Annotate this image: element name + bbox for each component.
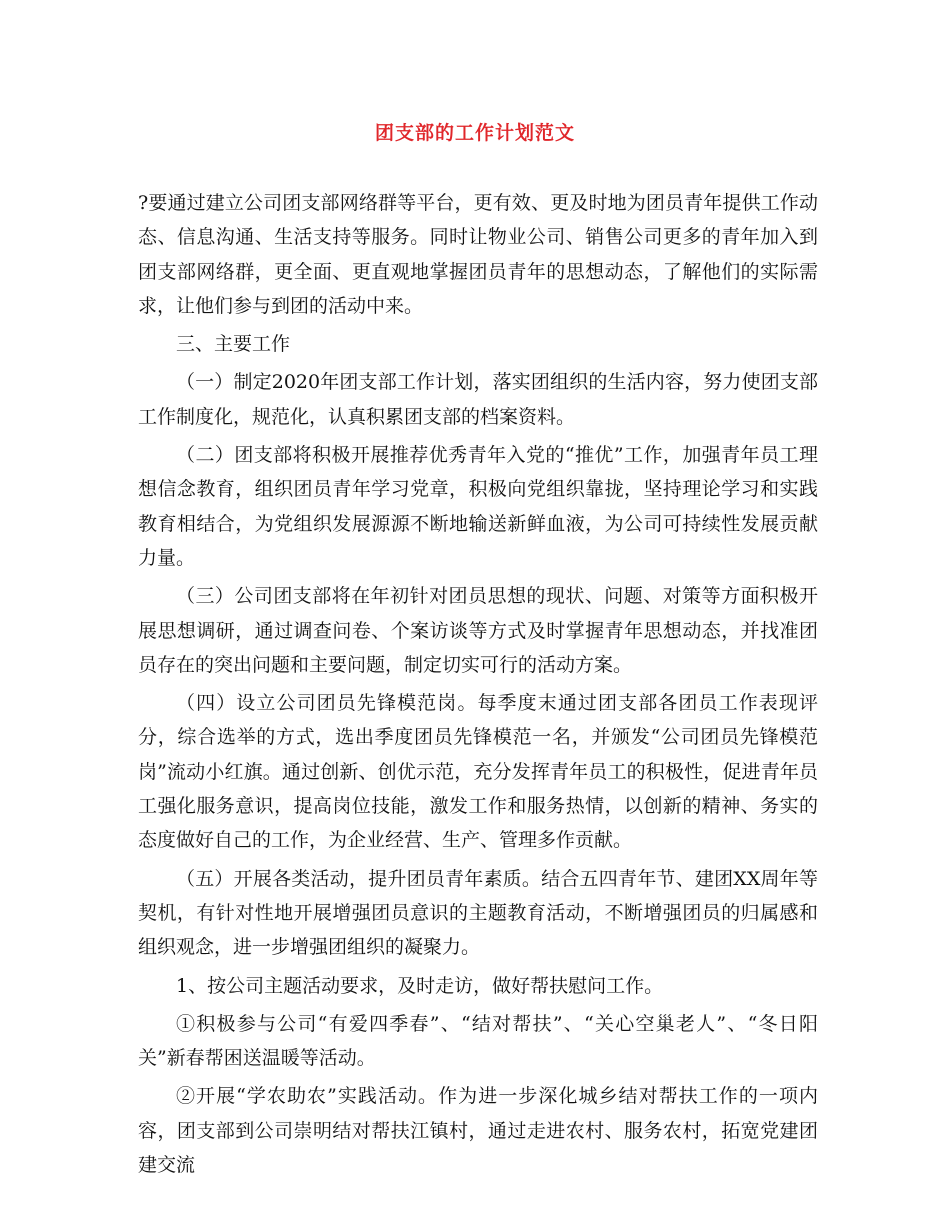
- paragraph-item-3: （三）公司团支部将在年初针对团员思想的现状、问题、对策等方面积极开展思想调研，通过调查问卷、个案访谈等方式及时掌握青年思想动态，并找准团员存在的突出问题和主要问题，制定切实可行的活动方案。: [138, 585, 818, 676]
- paragraph-subitem-1: 1、按公司主题活动要求，及时走访，做好帮扶慰问工作。: [176, 974, 664, 997]
- paragraph-item-1: （一）制定2020年团支部工作计划，落实团组织的生活内容，努力使团支部工作制度化，规范化，认真积累团支部的档案资料。: [138, 371, 818, 428]
- document-title: 团支部的工作计划范文: [374, 122, 575, 144]
- paragraph-item-2: （二）团支部将积极开展推荐优秀青年入党的“推优”工作，加强青年员工理想信念教育，组织团员青年学习党章，积极向党组织靠拢，坚持理论学习和实践教育相结合，为党组织发展源源不断地输送新鲜血液，为公司可持续性发展贡献力量。: [138, 444, 818, 569]
- paragraph-item-5: （五）开展各类活动，提升团员青年素质。结合五四青年节、建团XX周年等契机，有针对性地开展增强团员意识的主题教育活动，不断增强团员的归属感和组织观念，进一步增强团组织的凝聚力。: [138, 867, 818, 959]
- section-heading-main-work: 三、主要工作: [176, 333, 291, 356]
- document-body: [138, 186, 818, 1186]
- paragraph-subitem-circled-1: ①积极参与公司“有爱四季春”、“结对帮扶”、“关心空巢老人”、“冬日阳关”新春帮困送温暖等活动。: [138, 1012, 818, 1070]
- paragraph-subitem-circled-2: ②开展“学农助农”实践活动。作为进一步深化城乡结对帮扶工作的一项内容，团支部到公司崇明结对帮扶江镇村，通过走进农村、服务农村，拓宽党建团建交流: [138, 1085, 818, 1177]
- paragraph-intro: ?要通过建立公司团支部网络群等平台，更有效、更及时地为团员青年提供工作动态、信息沟通、生活支持等服务。同时让物业公司、销售公司更多的青年加入到团支部网络群，更全面、更直观地掌握团员青年的思想动态，了解他们的实际需求，让他们参与到团的活动中来。: [138, 192, 818, 317]
- paragraph-item-4: （四）设立公司团员先锋模范岗。每季度末通过团支部各团员工作表现评分，综合选举的方式，选出季度团员先锋模范一名，并颁发“公司团员先锋模范岗”流动小红旗。通过创新、创优示范，充分发挥青年员工的积极性，促进青年员工强化服务意识，提高岗位技能，激发工作和服务热情，以创新的精神、务实的态度做好自己的工作，为企业经营、生产、管理多作贡献。: [138, 692, 818, 852]
